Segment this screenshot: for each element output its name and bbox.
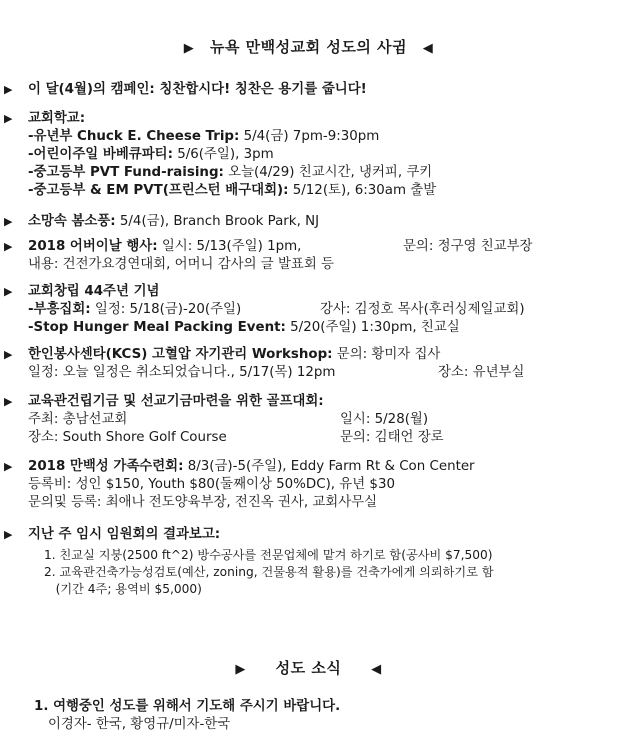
revival-label: -부흥집회: xyxy=(28,302,91,317)
mothers-day-section xyxy=(4,238,607,274)
bullet-icon: ▶ xyxy=(4,348,13,361)
triangle-right-icon: ▶ xyxy=(183,41,195,56)
page-heading xyxy=(0,36,617,57)
bullet-icon: ▶ xyxy=(4,460,13,473)
list-item: 1. 친교실 지붕(2500 ft^2) 방수공사를 전문업체에 맡겨 하기로 함(공사비 $7,500) xyxy=(44,548,493,562)
triangle-left-icon: ◀ xyxy=(371,662,382,677)
retreat-fee: 등록비: 성인 $150, Youth $80(둘째이상 50%DC), 유년 $30 xyxy=(28,477,395,492)
golf-place: 장소: South Shore Golf Course xyxy=(28,430,227,445)
stop-hunger-label: -Stop Hunger Meal Packing Event: xyxy=(28,320,286,335)
list-item: (기간 4주; 용역비 $5,000) xyxy=(44,582,202,596)
news-title: 성도 소식 xyxy=(275,659,342,677)
news-item: 1. 여행중인 성도를 위해서 기도해 주시기 바랍니다. xyxy=(34,699,341,714)
mothers-day-label: 2018 어버이날 행사: xyxy=(28,239,158,254)
picnic-value: 5/4(금), Branch Brook Park, NJ xyxy=(115,214,320,229)
board-section xyxy=(4,526,607,598)
mothers-day-contact: 문의: 정구영 친교부장 xyxy=(403,239,533,254)
bullet-icon: ▶ xyxy=(4,112,13,125)
retreat-section xyxy=(4,458,607,512)
list-item: 2. 교육관건축가능성검토(예산, zoning, 건물용적 활용)를 건축가에게 의뢰하기로 함 xyxy=(44,565,494,579)
golf-title: 교육관건립기금 및 선교기금마련을 위한 골프대회: xyxy=(28,394,324,409)
triangle-left-icon: ◀ xyxy=(422,41,434,56)
mothers-day-value: 일시: 5/13(주일) 1pm, xyxy=(157,239,302,254)
bullet-icon: ▶ xyxy=(4,528,13,541)
school-section xyxy=(4,110,607,200)
news-section xyxy=(34,698,607,734)
kcs-label: 한인봉사센타(KCS) 고혈압 자기관리 Workshop: xyxy=(28,347,333,362)
anniversary-title: 교회창립 44주년 기념 xyxy=(28,284,160,299)
kcs-value: 문의: 황미자 집사 xyxy=(332,347,441,362)
revival-speaker: 강사: 김정호 목사(후러싱제일교회) xyxy=(320,302,525,317)
campaign-section xyxy=(4,81,607,99)
anniversary-section xyxy=(4,283,607,337)
page-title: 뉴욕 만백성교회 성도의 사귐 xyxy=(209,38,408,56)
list-item: -유년부 Chuck E. Cheese Trip: 5/4(금) 7pm-9:30pm xyxy=(28,129,380,144)
golf-section xyxy=(4,393,607,447)
bullet-icon: ▶ xyxy=(4,83,13,96)
stop-hunger-value: 5/20(주일) 1:30pm, 친교실 xyxy=(285,320,460,335)
golf-host: 주최: 총남선교회 xyxy=(28,412,128,427)
list-item: -어린이주일 바베큐파티: 5/6(주일), 3pm xyxy=(28,147,274,162)
board-title: 지난 주 임시 임원회의 결과보고: xyxy=(28,527,221,542)
list-item: -중고등부 & EM PVT(프린스턴 배구대회): 5/12(토), 6:30am 출발 xyxy=(28,183,437,198)
bullet-icon: ▶ xyxy=(4,240,13,253)
news-item-sub: 이경자- 한국, 황영규/미자-한국 xyxy=(48,717,231,732)
picnic-label: 소망속 봄소풍: xyxy=(28,214,116,229)
mothers-day-content: 내용: 건전가요경연대회, 어머니 감사의 글 발표회 등 xyxy=(28,257,334,272)
campaign-text: 이 달(4월)의 캠페인: 칭찬합시다! 칭찬은 용기를 줍니다! xyxy=(28,82,367,97)
kcs-place: 장소: 유년부실 xyxy=(438,365,525,380)
bullet-icon: ▶ xyxy=(4,395,13,408)
bullet-icon: ▶ xyxy=(4,285,13,298)
list-item: -중고등부 PVT Fund-raising: 오늘(4/29) 친교시간, 냉커피, 쿠키 xyxy=(28,165,433,180)
kcs-section xyxy=(4,346,607,382)
golf-date: 일시: 5/28(월) xyxy=(340,412,429,427)
retreat-label: 2018 만백성 가족수련회: xyxy=(28,459,184,474)
retreat-value: 8/3(금)-5(주일), Eddy Farm Rt & Con Center xyxy=(183,459,475,474)
retreat-register: 문의및 등록: 최애나 전도양육부장, 전진옥 권사, 교회사무실 xyxy=(28,495,378,510)
bullet-icon: ▶ xyxy=(4,215,13,228)
kcs-schedule: 일정: 오늘 일정은 취소되었습니다., 5/17(목) 12pm xyxy=(28,365,336,380)
news-heading xyxy=(0,657,617,678)
triangle-right-icon: ▶ xyxy=(235,662,246,677)
revival-value: 일정: 5/18(금)-20(주일) xyxy=(90,302,242,317)
school-title: 교회학교: xyxy=(28,111,86,126)
picnic-section xyxy=(4,213,607,231)
golf-contact: 문의: 김태언 장로 xyxy=(340,430,444,445)
